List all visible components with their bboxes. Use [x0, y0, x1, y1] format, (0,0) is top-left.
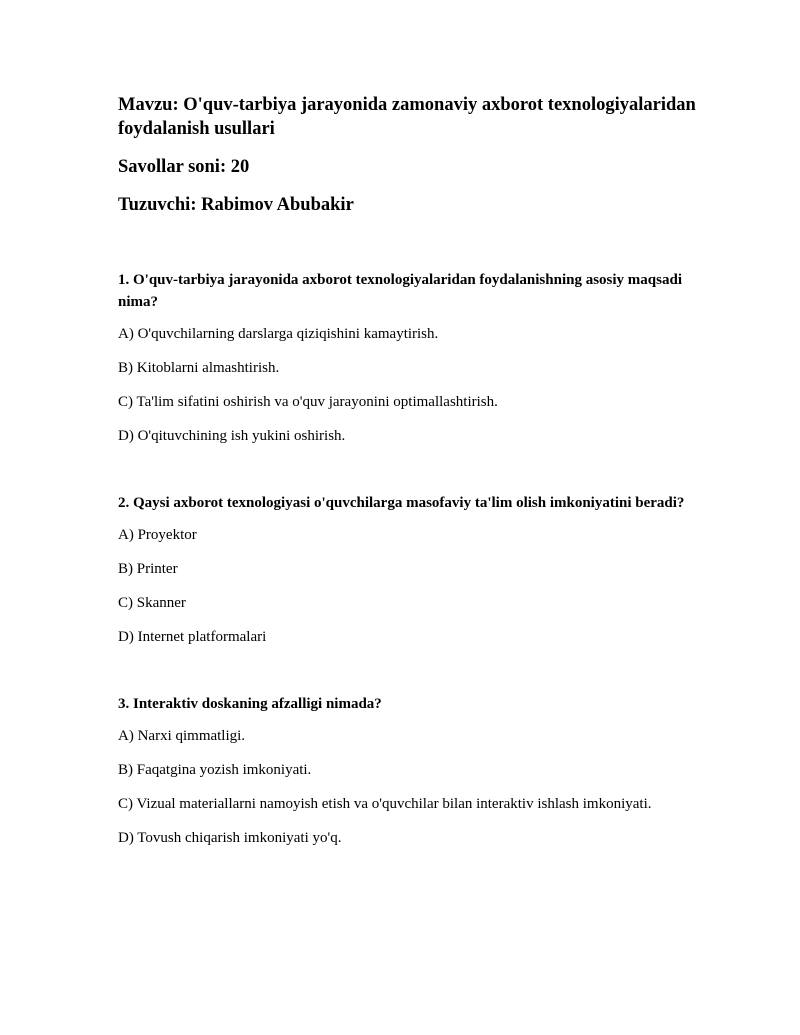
- answer-option-b: B) Kitoblarni almashtirish.: [118, 360, 280, 376]
- topic-heading: Mavzu: O'quv-tarbiya jarayonida zamonaviy axborot texnologiyalaridan foydalanish usullari: [118, 95, 696, 139]
- question-list: [118, 269, 718, 848]
- answer-option-c: C) Skanner: [118, 595, 186, 611]
- question-block-1: [118, 269, 718, 446]
- question-text: 1. O'quv-tarbiya jarayonida axborot texnologiyalaridan foydalanishning asosiy maqsadi nima?: [118, 272, 682, 310]
- question-text: 3. Interaktiv doskaning afzalligi nimada?: [118, 696, 382, 712]
- answer-option-a: A) Proyektor: [118, 527, 197, 543]
- question-count: Savollar soni: 20: [118, 157, 250, 177]
- answer-option-d: D) Tovush chiqarish imkoniyati yo'q.: [118, 830, 342, 846]
- answer-option-b: B) Faqatgina yozish imkoniyati.: [118, 762, 312, 778]
- question-text: 2. Qaysi axborot texnologiyasi o'quvchilarga masofaviy ta'lim olish imkoniyatini beradi?: [118, 495, 685, 511]
- answer-option-b: B) Printer: [118, 561, 178, 577]
- question-block-3: [118, 693, 718, 848]
- answer-option-c: C) Ta'lim sifatini oshirish va o'quv jarayonini optimallashtirish.: [118, 394, 498, 410]
- document-page: [118, 93, 718, 894]
- answer-option-a: A) O'quvchilarning darslarga qiziqishini kamaytirish.: [118, 326, 439, 342]
- question-block-2: [118, 492, 718, 647]
- answer-option-d: D) Internet platformalari: [118, 629, 267, 645]
- answer-option-c: C) Vizual materiallarni namoyish etish va o'quvchilar bilan interaktiv ishlash imkoniyati.: [118, 796, 652, 812]
- author-line: Tuzuvchi: Rabimov Abubakir: [118, 195, 354, 215]
- answer-option-a: A) Narxi qimmatligi.: [118, 728, 246, 744]
- answer-option-d: D) O'qituvchining ish yukini oshirish.: [118, 428, 346, 444]
